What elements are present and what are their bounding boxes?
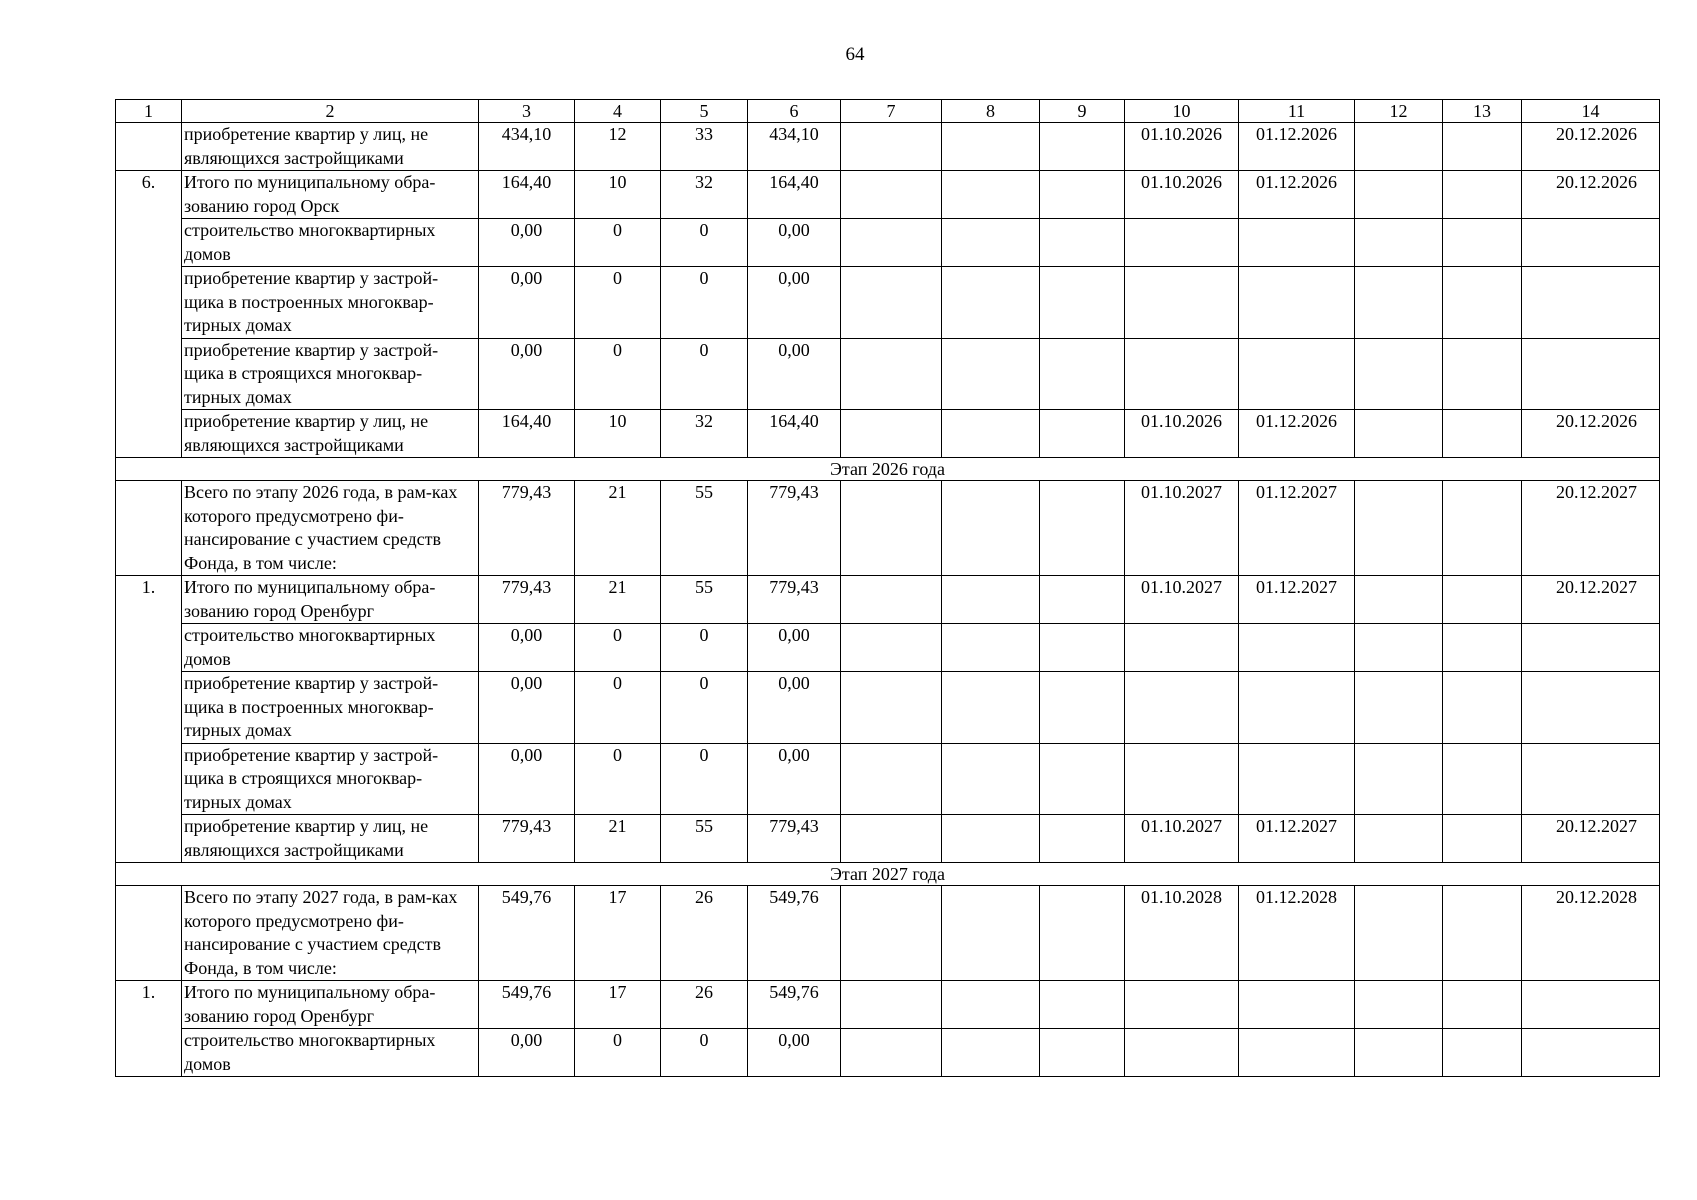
table-row — [116, 576, 1660, 624]
cell-col6: 0,00 — [748, 1029, 841, 1077]
cell-col4: 21 — [575, 576, 661, 624]
row-number: 1. — [116, 576, 182, 863]
cell-col3: 0,00 — [479, 219, 575, 267]
row-description: приобретение квартир у лиц, не являющихся застройщиками — [182, 815, 479, 863]
row-number — [116, 481, 182, 576]
table-row — [116, 886, 1660, 981]
cell-col11: 01.12.2026 — [1239, 410, 1355, 458]
table-row — [116, 219, 1660, 267]
cell-col14: 20.12.2026 — [1522, 123, 1660, 171]
row-number: 1. — [116, 981, 182, 1077]
cell-col14: 20.12.2028 — [1522, 886, 1660, 981]
cell-col3: 0,00 — [479, 743, 575, 815]
cell-col6: 779,43 — [748, 481, 841, 576]
cell-col4: 10 — [575, 410, 661, 458]
row-description: приобретение квартир у застрой-щика в строящихся многоквар-тирных домах — [182, 743, 479, 815]
cell-col4: 0 — [575, 338, 661, 410]
cell-col6: 164,40 — [748, 410, 841, 458]
row-description: Всего по этапу 2027 года, в рам-ках которого предусмотрено фи-нансирование с участием средств Фонда, в том числе: — [182, 886, 479, 981]
cell-col4: 21 — [575, 481, 661, 576]
table-row — [116, 338, 1660, 410]
cell-col5: 0 — [661, 267, 748, 339]
cell-col6: 779,43 — [748, 576, 841, 624]
cell-col6: 0,00 — [748, 672, 841, 744]
row-description: Итого по муниципальному обра-зованию город Оренбург — [182, 576, 479, 624]
col-header: 6 — [748, 100, 841, 123]
cell-col10: 01.10.2026 — [1125, 410, 1239, 458]
cell-col4: 10 — [575, 171, 661, 219]
cell-col6: 0,00 — [748, 743, 841, 815]
cell-col4: 21 — [575, 815, 661, 863]
cell-col3: 549,76 — [479, 886, 575, 981]
cell-col6: 0,00 — [748, 267, 841, 339]
col-header: 9 — [1040, 100, 1125, 123]
table-row — [116, 743, 1660, 815]
cell-col3: 779,43 — [479, 815, 575, 863]
cell-col5: 26 — [661, 886, 748, 981]
row-description: приобретение квартир у застрой-щика в строящихся многоквар-тирных домах — [182, 338, 479, 410]
cell-col6: 549,76 — [748, 981, 841, 1029]
table-row — [116, 267, 1660, 339]
cell-col5: 0 — [661, 743, 748, 815]
row-description: приобретение квартир у лиц, не являющихся застройщиками — [182, 410, 479, 458]
row-description: строительство многоквартирных домов — [182, 624, 479, 672]
cell-col3: 0,00 — [479, 338, 575, 410]
cell-col5: 0 — [661, 219, 748, 267]
cell-col5: 55 — [661, 815, 748, 863]
cell-col11: 01.12.2026 — [1239, 171, 1355, 219]
col-header: 4 — [575, 100, 661, 123]
cell-col5: 0 — [661, 672, 748, 744]
cell-col14: 20.12.2026 — [1522, 410, 1660, 458]
page-number: 64 — [845, 44, 865, 65]
cell-col10: 01.10.2027 — [1125, 815, 1239, 863]
row-description: Всего по этапу 2026 года, в рам-ках которого предусмотрено фи-нансирование с участием средств Фонда, в том числе: — [182, 481, 479, 576]
cell-col10: 01.10.2026 — [1125, 123, 1239, 171]
col-header: 10 — [1125, 100, 1239, 123]
cell-col10: 01.10.2027 — [1125, 481, 1239, 576]
data-table — [115, 99, 1660, 1077]
cell-col6: 0,00 — [748, 338, 841, 410]
cell-col6: 0,00 — [748, 219, 841, 267]
col-header: 5 — [661, 100, 748, 123]
row-description: строительство многоквартирных домов — [182, 219, 479, 267]
col-header: 3 — [479, 100, 575, 123]
table-row — [116, 171, 1660, 219]
cell-col4: 0 — [575, 743, 661, 815]
table-row — [116, 981, 1660, 1029]
cell-col3: 549,76 — [479, 981, 575, 1029]
cell-col5: 0 — [661, 338, 748, 410]
row-number — [116, 123, 182, 171]
cell-col3: 0,00 — [479, 624, 575, 672]
col-header: 2 — [182, 100, 479, 123]
stage-row — [116, 458, 1660, 481]
cell-col4: 0 — [575, 219, 661, 267]
cell-col14: 20.12.2027 — [1522, 815, 1660, 863]
cell-col4: 12 — [575, 123, 661, 171]
cell-col4: 0 — [575, 624, 661, 672]
cell-col5: 55 — [661, 576, 748, 624]
cell-col6: 164,40 — [748, 171, 841, 219]
row-number: 6. — [116, 171, 182, 458]
stage-title: Этап 2027 года — [116, 863, 1660, 886]
col-header: 14 — [1522, 100, 1660, 123]
cell-col6: 434,10 — [748, 123, 841, 171]
col-header: 8 — [942, 100, 1040, 123]
column-number-row — [116, 100, 1660, 123]
cell-col11: 01.12.2027 — [1239, 576, 1355, 624]
col-header: 11 — [1239, 100, 1355, 123]
col-header: 13 — [1443, 100, 1522, 123]
col-header: 12 — [1355, 100, 1443, 123]
cell-col3: 0,00 — [479, 267, 575, 339]
cell-col5: 33 — [661, 123, 748, 171]
row-description: приобретение квартир у застрой-щика в построенных многоквар-тирных домах — [182, 267, 479, 339]
cell-col5: 0 — [661, 1029, 748, 1077]
row-description: приобретение квартир у лиц, не являющихся застройщиками — [182, 123, 479, 171]
table-row — [116, 815, 1660, 863]
cell-col11: 01.12.2028 — [1239, 886, 1355, 981]
cell-col3: 164,40 — [479, 410, 575, 458]
table-row — [116, 1029, 1660, 1077]
cell-col5: 0 — [661, 624, 748, 672]
row-number — [116, 886, 182, 981]
stage-title: Этап 2026 года — [116, 458, 1660, 481]
cell-col6: 0,00 — [748, 624, 841, 672]
cell-col14: 20.12.2027 — [1522, 481, 1660, 576]
cell-col5: 32 — [661, 171, 748, 219]
stage-row — [116, 863, 1660, 886]
cell-col3: 779,43 — [479, 576, 575, 624]
cell-col11: 01.12.2027 — [1239, 815, 1355, 863]
cell-col5: 32 — [661, 410, 748, 458]
cell-col4: 0 — [575, 672, 661, 744]
cell-col5: 55 — [661, 481, 748, 576]
cell-col4: 17 — [575, 886, 661, 981]
col-header: 7 — [841, 100, 942, 123]
cell-col4: 0 — [575, 1029, 661, 1077]
cell-col3: 164,40 — [479, 171, 575, 219]
cell-col6: 779,43 — [748, 815, 841, 863]
table-row — [116, 481, 1660, 576]
table-row — [116, 410, 1660, 458]
row-description: строительство многоквартирных домов — [182, 1029, 479, 1077]
cell-col10: 01.10.2027 — [1125, 576, 1239, 624]
cell-col4: 17 — [575, 981, 661, 1029]
cell-col11: 01.12.2026 — [1239, 123, 1355, 171]
cell-col14: 20.12.2026 — [1522, 171, 1660, 219]
col-header: 1 — [116, 100, 182, 123]
table-row — [116, 123, 1660, 171]
row-description: Итого по муниципальному обра-зованию город Орск — [182, 171, 479, 219]
cell-col4: 0 — [575, 267, 661, 339]
cell-col3: 0,00 — [479, 1029, 575, 1077]
cell-col11: 01.12.2027 — [1239, 481, 1355, 576]
row-description: приобретение квартир у застрой-щика в построенных многоквар-тирных домах — [182, 672, 479, 744]
cell-col3: 779,43 — [479, 481, 575, 576]
cell-col3: 0,00 — [479, 672, 575, 744]
cell-col3: 434,10 — [479, 123, 575, 171]
table-row — [116, 624, 1660, 672]
cell-col6: 549,76 — [748, 886, 841, 981]
cell-col10: 01.10.2026 — [1125, 171, 1239, 219]
row-description: Итого по муниципальному обра-зованию город Оренбург — [182, 981, 479, 1029]
cell-col5: 26 — [661, 981, 748, 1029]
cell-col10: 01.10.2028 — [1125, 886, 1239, 981]
table-row — [116, 672, 1660, 744]
cell-col14: 20.12.2027 — [1522, 576, 1660, 624]
